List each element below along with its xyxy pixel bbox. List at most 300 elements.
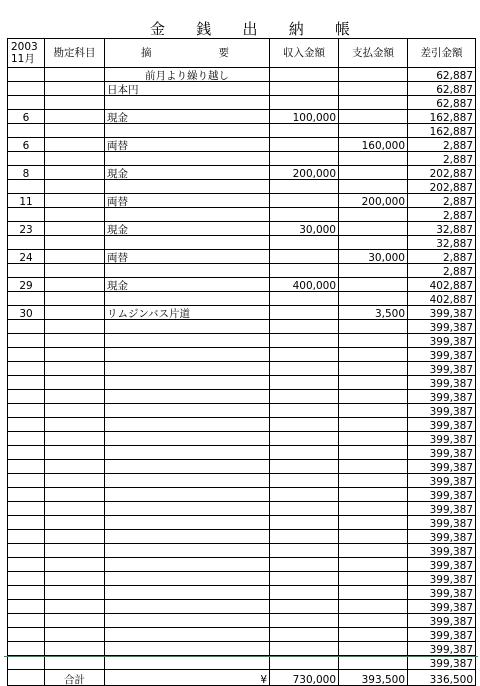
description-cell[interactable]: [105, 586, 270, 600]
payment-cell[interactable]: [339, 474, 408, 488]
balance-cell[interactable]: 399,387: [408, 600, 476, 614]
payment-cell[interactable]: 200,000: [339, 194, 408, 208]
income-cell[interactable]: [270, 516, 339, 530]
description-cell[interactable]: [105, 488, 270, 502]
ledger-row: [8, 152, 476, 166]
date-header-cell[interactable]: [8, 39, 45, 68]
account-cell[interactable]: [45, 362, 105, 376]
date-cell[interactable]: 6: [8, 110, 45, 124]
balance-cell[interactable]: 402,887: [408, 292, 476, 306]
ledger-row: [8, 334, 476, 348]
ledger-row: [8, 390, 476, 404]
account-cell[interactable]: [45, 180, 105, 194]
ledger-row: [8, 180, 476, 194]
date-cell[interactable]: [8, 558, 45, 572]
description-cell[interactable]: [105, 362, 270, 376]
date-cell[interactable]: [8, 124, 45, 138]
date-cell[interactable]: [8, 418, 45, 432]
income-cell[interactable]: [270, 306, 339, 320]
account-cell[interactable]: [45, 600, 105, 614]
date-cell[interactable]: [8, 614, 45, 628]
payment-cell[interactable]: [339, 390, 408, 404]
balance-cell[interactable]: 202,887: [408, 166, 476, 180]
payment-cell[interactable]: [339, 628, 408, 642]
date-cell[interactable]: [8, 208, 45, 222]
balance-cell[interactable]: 202,887: [408, 180, 476, 194]
payment-cell[interactable]: [339, 348, 408, 362]
account-cell[interactable]: [45, 194, 105, 208]
ledger-row: [8, 166, 476, 180]
date-cell[interactable]: [8, 264, 45, 278]
balance-header-cell[interactable]: 差引金額: [408, 39, 476, 68]
balance-cell[interactable]: 2,887: [408, 264, 476, 278]
income-cell[interactable]: [270, 474, 339, 488]
description-cell[interactable]: [105, 334, 270, 348]
date-cell[interactable]: [8, 656, 45, 670]
income-cell[interactable]: [270, 446, 339, 460]
payment-cell[interactable]: [339, 614, 408, 628]
selected-row-indicator: [4, 656, 478, 657]
account-cell[interactable]: [45, 222, 105, 236]
account-cell[interactable]: [45, 376, 105, 390]
ledger-row: [8, 460, 476, 474]
payment-cell[interactable]: [339, 68, 408, 82]
date-cell[interactable]: 30: [8, 306, 45, 320]
payment-cell[interactable]: [339, 488, 408, 502]
ledger-row: [8, 222, 476, 236]
payment-cell[interactable]: 30,000: [339, 250, 408, 264]
description-cell[interactable]: [105, 544, 270, 558]
date-cell[interactable]: [8, 362, 45, 376]
payment-cell[interactable]: [339, 376, 408, 390]
account-cell[interactable]: [45, 502, 105, 516]
ledger-row: [8, 614, 476, 628]
date-cell[interactable]: [8, 404, 45, 418]
balance-cell[interactable]: 399,387: [408, 474, 476, 488]
income-cell[interactable]: [270, 376, 339, 390]
description-cell[interactable]: [105, 208, 270, 222]
description-cell[interactable]: 日本円: [105, 82, 270, 96]
description-cell[interactable]: [105, 516, 270, 530]
date-cell[interactable]: [8, 642, 45, 656]
payment-cell[interactable]: [339, 292, 408, 306]
date-cell[interactable]: [8, 68, 45, 82]
income-cell[interactable]: [270, 460, 339, 474]
income-cell[interactable]: 30,000: [270, 222, 339, 236]
balance-cell[interactable]: 399,387: [408, 390, 476, 404]
balance-cell[interactable]: 2,887: [408, 138, 476, 152]
description-cell[interactable]: [105, 96, 270, 110]
payment-cell[interactable]: [339, 264, 408, 278]
total-income-cell[interactable]: 730,000: [270, 670, 339, 686]
income-cell[interactable]: [270, 628, 339, 642]
description-cell[interactable]: [105, 152, 270, 166]
account-cell[interactable]: [45, 390, 105, 404]
payment-cell[interactable]: [339, 600, 408, 614]
ledger-row: [8, 600, 476, 614]
ledger-row: [8, 376, 476, 390]
description-cell[interactable]: 両替: [105, 250, 270, 264]
ledger-row: [8, 320, 476, 334]
date-cell[interactable]: 6: [8, 138, 45, 152]
description-cell[interactable]: [105, 180, 270, 194]
income-cell[interactable]: [270, 194, 339, 208]
balance-cell[interactable]: 399,387: [408, 558, 476, 572]
income-cell[interactable]: [270, 362, 339, 376]
ledger-row: [8, 530, 476, 544]
balance-cell[interactable]: 399,387: [408, 544, 476, 558]
income-cell[interactable]: [270, 236, 339, 250]
description-cell[interactable]: [105, 460, 270, 474]
payment-cell[interactable]: [339, 124, 408, 138]
description-cell[interactable]: [105, 390, 270, 404]
balance-cell[interactable]: 399,387: [408, 362, 476, 376]
income-cell[interactable]: [270, 334, 339, 348]
balance-cell[interactable]: 62,887: [408, 96, 476, 110]
date-cell[interactable]: [8, 96, 45, 110]
balance-cell[interactable]: 399,387: [408, 432, 476, 446]
account-cell[interactable]: [45, 460, 105, 474]
payment-cell[interactable]: [339, 530, 408, 544]
balance-cell[interactable]: 399,387: [408, 320, 476, 334]
balance-cell[interactable]: 32,887: [408, 236, 476, 250]
description-cell[interactable]: [105, 404, 270, 418]
date-cell[interactable]: [8, 236, 45, 250]
description-cell[interactable]: [105, 124, 270, 138]
description-cell[interactable]: [105, 656, 270, 670]
date-cell[interactable]: [8, 628, 45, 642]
year-header: 2003: [11, 41, 38, 53]
date-cell[interactable]: [8, 390, 45, 404]
account-cell[interactable]: [45, 152, 105, 166]
balance-cell[interactable]: 402,887: [408, 278, 476, 292]
description-cell[interactable]: 現金: [105, 166, 270, 180]
account-cell[interactable]: [45, 474, 105, 488]
balance-cell[interactable]: 399,387: [408, 642, 476, 656]
income-header-cell[interactable]: 収入金額: [270, 39, 339, 68]
ledger-row: [8, 362, 476, 376]
description-cell[interactable]: 現金: [105, 110, 270, 124]
account-cell[interactable]: [45, 488, 105, 502]
balance-cell[interactable]: 399,387: [408, 348, 476, 362]
date-cell[interactable]: [8, 488, 45, 502]
date-cell[interactable]: [8, 460, 45, 474]
description-cell[interactable]: 両替: [105, 194, 270, 208]
balance-cell[interactable]: 2,887: [408, 208, 476, 222]
account-cell[interactable]: [45, 278, 105, 292]
payment-cell[interactable]: [339, 208, 408, 222]
payment-cell[interactable]: [339, 222, 408, 236]
payment-cell[interactable]: [339, 96, 408, 110]
income-cell[interactable]: 400,000: [270, 278, 339, 292]
description-cell[interactable]: 現金: [105, 278, 270, 292]
date-cell[interactable]: 23: [8, 222, 45, 236]
payment-header-cell[interactable]: 支払金額: [339, 39, 408, 68]
balance-cell[interactable]: 2,887: [408, 194, 476, 208]
description-cell[interactable]: [105, 264, 270, 278]
income-cell[interactable]: [270, 264, 339, 278]
description-header-cell[interactable]: [105, 39, 270, 68]
description-cell[interactable]: [105, 418, 270, 432]
date-cell[interactable]: 8: [8, 166, 45, 180]
balance-cell[interactable]: 399,387: [408, 572, 476, 586]
account-cell[interactable]: [45, 446, 105, 460]
account-cell[interactable]: [45, 614, 105, 628]
description-cell[interactable]: [105, 474, 270, 488]
date-cell[interactable]: [8, 670, 45, 686]
ledger-row: [8, 432, 476, 446]
payment-cell[interactable]: [339, 320, 408, 334]
payment-cell[interactable]: [339, 418, 408, 432]
account-cell[interactable]: [45, 642, 105, 656]
balance-cell[interactable]: 32,887: [408, 222, 476, 236]
date-cell[interactable]: [8, 152, 45, 166]
balance-cell[interactable]: 399,387: [408, 404, 476, 418]
balance-cell[interactable]: 399,387: [408, 488, 476, 502]
balance-cell[interactable]: 399,387: [408, 656, 476, 670]
income-cell[interactable]: 200,000: [270, 166, 339, 180]
account-cell[interactable]: [45, 166, 105, 180]
income-cell[interactable]: [270, 138, 339, 152]
account-cell[interactable]: [45, 264, 105, 278]
total-label-cell[interactable]: 合計: [45, 670, 105, 686]
ledger-row: [8, 110, 476, 124]
balance-cell[interactable]: 399,387: [408, 516, 476, 530]
total-payment-cell[interactable]: 393,500: [339, 670, 408, 686]
ledger-row: [8, 68, 476, 82]
income-cell[interactable]: [270, 152, 339, 166]
account-cell[interactable]: [45, 348, 105, 362]
date-cell[interactable]: [8, 446, 45, 460]
balance-cell[interactable]: 399,387: [408, 614, 476, 628]
account-cell[interactable]: [45, 334, 105, 348]
income-cell[interactable]: [270, 390, 339, 404]
date-cell[interactable]: 29: [8, 278, 45, 292]
income-cell[interactable]: [270, 530, 339, 544]
payment-cell[interactable]: [339, 516, 408, 530]
payment-cell[interactable]: [339, 656, 408, 670]
date-cell[interactable]: [8, 516, 45, 530]
date-cell[interactable]: [8, 432, 45, 446]
date-cell[interactable]: [8, 180, 45, 194]
payment-cell[interactable]: [339, 404, 408, 418]
payment-cell[interactable]: [339, 572, 408, 586]
account-cell[interactable]: [45, 68, 105, 82]
account-cell[interactable]: [45, 586, 105, 600]
income-cell[interactable]: [270, 600, 339, 614]
account-cell[interactable]: [45, 208, 105, 222]
description-cell[interactable]: [105, 502, 270, 516]
income-cell[interactable]: [270, 502, 339, 516]
account-cell[interactable]: [45, 82, 105, 96]
ledger-row: [8, 404, 476, 418]
description-cell[interactable]: [105, 376, 270, 390]
date-cell[interactable]: [8, 320, 45, 334]
account-cell[interactable]: [45, 110, 105, 124]
date-cell[interactable]: [8, 292, 45, 306]
balance-cell[interactable]: 62,887: [408, 82, 476, 96]
income-cell[interactable]: 100,000: [270, 110, 339, 124]
balance-cell[interactable]: 399,387: [408, 306, 476, 320]
payment-cell[interactable]: [339, 334, 408, 348]
payment-cell[interactable]: [339, 152, 408, 166]
description-cell[interactable]: リムジンバス片道: [105, 306, 270, 320]
account-header-cell[interactable]: 勘定科目: [45, 39, 105, 68]
date-cell[interactable]: [8, 348, 45, 362]
payment-cell[interactable]: 160,000: [339, 138, 408, 152]
date-cell[interactable]: [8, 586, 45, 600]
payment-cell[interactable]: [339, 446, 408, 460]
balance-cell[interactable]: 399,387: [408, 586, 476, 600]
balance-cell[interactable]: 162,887: [408, 124, 476, 138]
ledger-row: [8, 656, 476, 670]
ledger-row: [8, 642, 476, 656]
date-cell[interactable]: [8, 82, 45, 96]
date-cell[interactable]: 11: [8, 194, 45, 208]
payment-cell[interactable]: [339, 362, 408, 376]
account-cell[interactable]: [45, 320, 105, 334]
description-cell[interactable]: [105, 628, 270, 642]
account-cell[interactable]: [45, 432, 105, 446]
title-char: 帳: [334, 20, 350, 38]
ledger-row: [8, 586, 476, 600]
income-cell[interactable]: [270, 250, 339, 264]
balance-cell[interactable]: 399,387: [408, 628, 476, 642]
account-cell[interactable]: [45, 292, 105, 306]
income-cell[interactable]: [270, 82, 339, 96]
description-cell[interactable]: [105, 642, 270, 656]
date-cell[interactable]: [8, 530, 45, 544]
total-yen-cell[interactable]: ¥: [105, 670, 270, 686]
payment-cell[interactable]: [339, 460, 408, 474]
description-cell[interactable]: [105, 236, 270, 250]
date-cell[interactable]: [8, 474, 45, 488]
balance-cell[interactable]: 2,887: [408, 152, 476, 166]
account-cell[interactable]: [45, 628, 105, 642]
account-cell[interactable]: [45, 306, 105, 320]
ledger-row: [8, 628, 476, 642]
description-cell[interactable]: [105, 558, 270, 572]
description-cell[interactable]: [105, 446, 270, 460]
income-cell[interactable]: [270, 68, 339, 82]
account-cell[interactable]: [45, 558, 105, 572]
page-title: [150, 18, 350, 39]
date-cell[interactable]: [8, 376, 45, 390]
payment-cell[interactable]: [339, 432, 408, 446]
account-cell[interactable]: [45, 572, 105, 586]
account-cell[interactable]: [45, 530, 105, 544]
ledger-row: [8, 572, 476, 586]
account-cell[interactable]: [45, 124, 105, 138]
account-cell[interactable]: [45, 544, 105, 558]
balance-cell[interactable]: 399,387: [408, 530, 476, 544]
description-cell[interactable]: [105, 432, 270, 446]
date-cell[interactable]: [8, 544, 45, 558]
income-cell[interactable]: [270, 656, 339, 670]
account-cell[interactable]: [45, 138, 105, 152]
payment-cell[interactable]: [339, 82, 408, 96]
description-cell[interactable]: [105, 348, 270, 362]
payment-cell[interactable]: [339, 110, 408, 124]
income-cell[interactable]: [270, 586, 339, 600]
income-cell[interactable]: [270, 614, 339, 628]
account-cell[interactable]: [45, 656, 105, 670]
payment-cell[interactable]: [339, 642, 408, 656]
description-cell[interactable]: 両替: [105, 138, 270, 152]
description-cell[interactable]: [105, 530, 270, 544]
income-cell[interactable]: [270, 292, 339, 306]
date-cell[interactable]: [8, 502, 45, 516]
cash-ledger-table: [7, 38, 476, 686]
balance-cell[interactable]: 399,387: [408, 418, 476, 432]
balance-cell[interactable]: 399,387: [408, 446, 476, 460]
payment-cell[interactable]: [339, 586, 408, 600]
payment-cell[interactable]: [339, 166, 408, 180]
balance-cell[interactable]: 162,887: [408, 110, 476, 124]
date-cell[interactable]: [8, 572, 45, 586]
payment-cell[interactable]: [339, 180, 408, 194]
balance-cell[interactable]: 399,387: [408, 460, 476, 474]
date-cell[interactable]: [8, 334, 45, 348]
ledger-row: [8, 208, 476, 222]
account-cell[interactable]: [45, 404, 105, 418]
income-cell[interactable]: [270, 124, 339, 138]
account-cell[interactable]: [45, 418, 105, 432]
account-cell[interactable]: [45, 96, 105, 110]
description-cell[interactable]: [105, 614, 270, 628]
payment-cell[interactable]: [339, 558, 408, 572]
income-cell[interactable]: [270, 208, 339, 222]
date-cell[interactable]: [8, 600, 45, 614]
payment-cell[interactable]: [339, 544, 408, 558]
income-cell[interactable]: [270, 488, 339, 502]
income-cell[interactable]: [270, 348, 339, 362]
income-cell[interactable]: [270, 642, 339, 656]
description-cell[interactable]: 前月より繰り越し: [105, 68, 270, 82]
balance-cell[interactable]: 399,387: [408, 502, 476, 516]
balance-cell[interactable]: 62,887: [408, 68, 476, 82]
income-cell[interactable]: [270, 558, 339, 572]
account-cell[interactable]: [45, 250, 105, 264]
description-cell[interactable]: [105, 320, 270, 334]
balance-cell[interactable]: 399,387: [408, 376, 476, 390]
description-cell[interactable]: [105, 572, 270, 586]
balance-cell[interactable]: 399,387: [408, 334, 476, 348]
income-cell[interactable]: [270, 544, 339, 558]
income-cell[interactable]: [270, 180, 339, 194]
date-cell[interactable]: 24: [8, 250, 45, 264]
account-cell[interactable]: [45, 516, 105, 530]
total-balance-cell[interactable]: 336,500: [408, 670, 476, 686]
description-cell[interactable]: [105, 292, 270, 306]
income-cell[interactable]: [270, 418, 339, 432]
month-header: 11月: [11, 53, 35, 65]
income-cell[interactable]: [270, 572, 339, 586]
account-cell[interactable]: [45, 236, 105, 250]
income-cell[interactable]: [270, 320, 339, 334]
payment-cell[interactable]: [339, 236, 408, 250]
balance-cell[interactable]: 2,887: [408, 250, 476, 264]
ledger-row: [8, 502, 476, 516]
income-cell[interactable]: [270, 432, 339, 446]
payment-cell[interactable]: [339, 502, 408, 516]
description-cell[interactable]: 現金: [105, 222, 270, 236]
description-cell[interactable]: [105, 600, 270, 614]
income-cell[interactable]: [270, 96, 339, 110]
payment-cell[interactable]: 3,500: [339, 306, 408, 320]
income-cell[interactable]: [270, 404, 339, 418]
payment-cell[interactable]: [339, 278, 408, 292]
